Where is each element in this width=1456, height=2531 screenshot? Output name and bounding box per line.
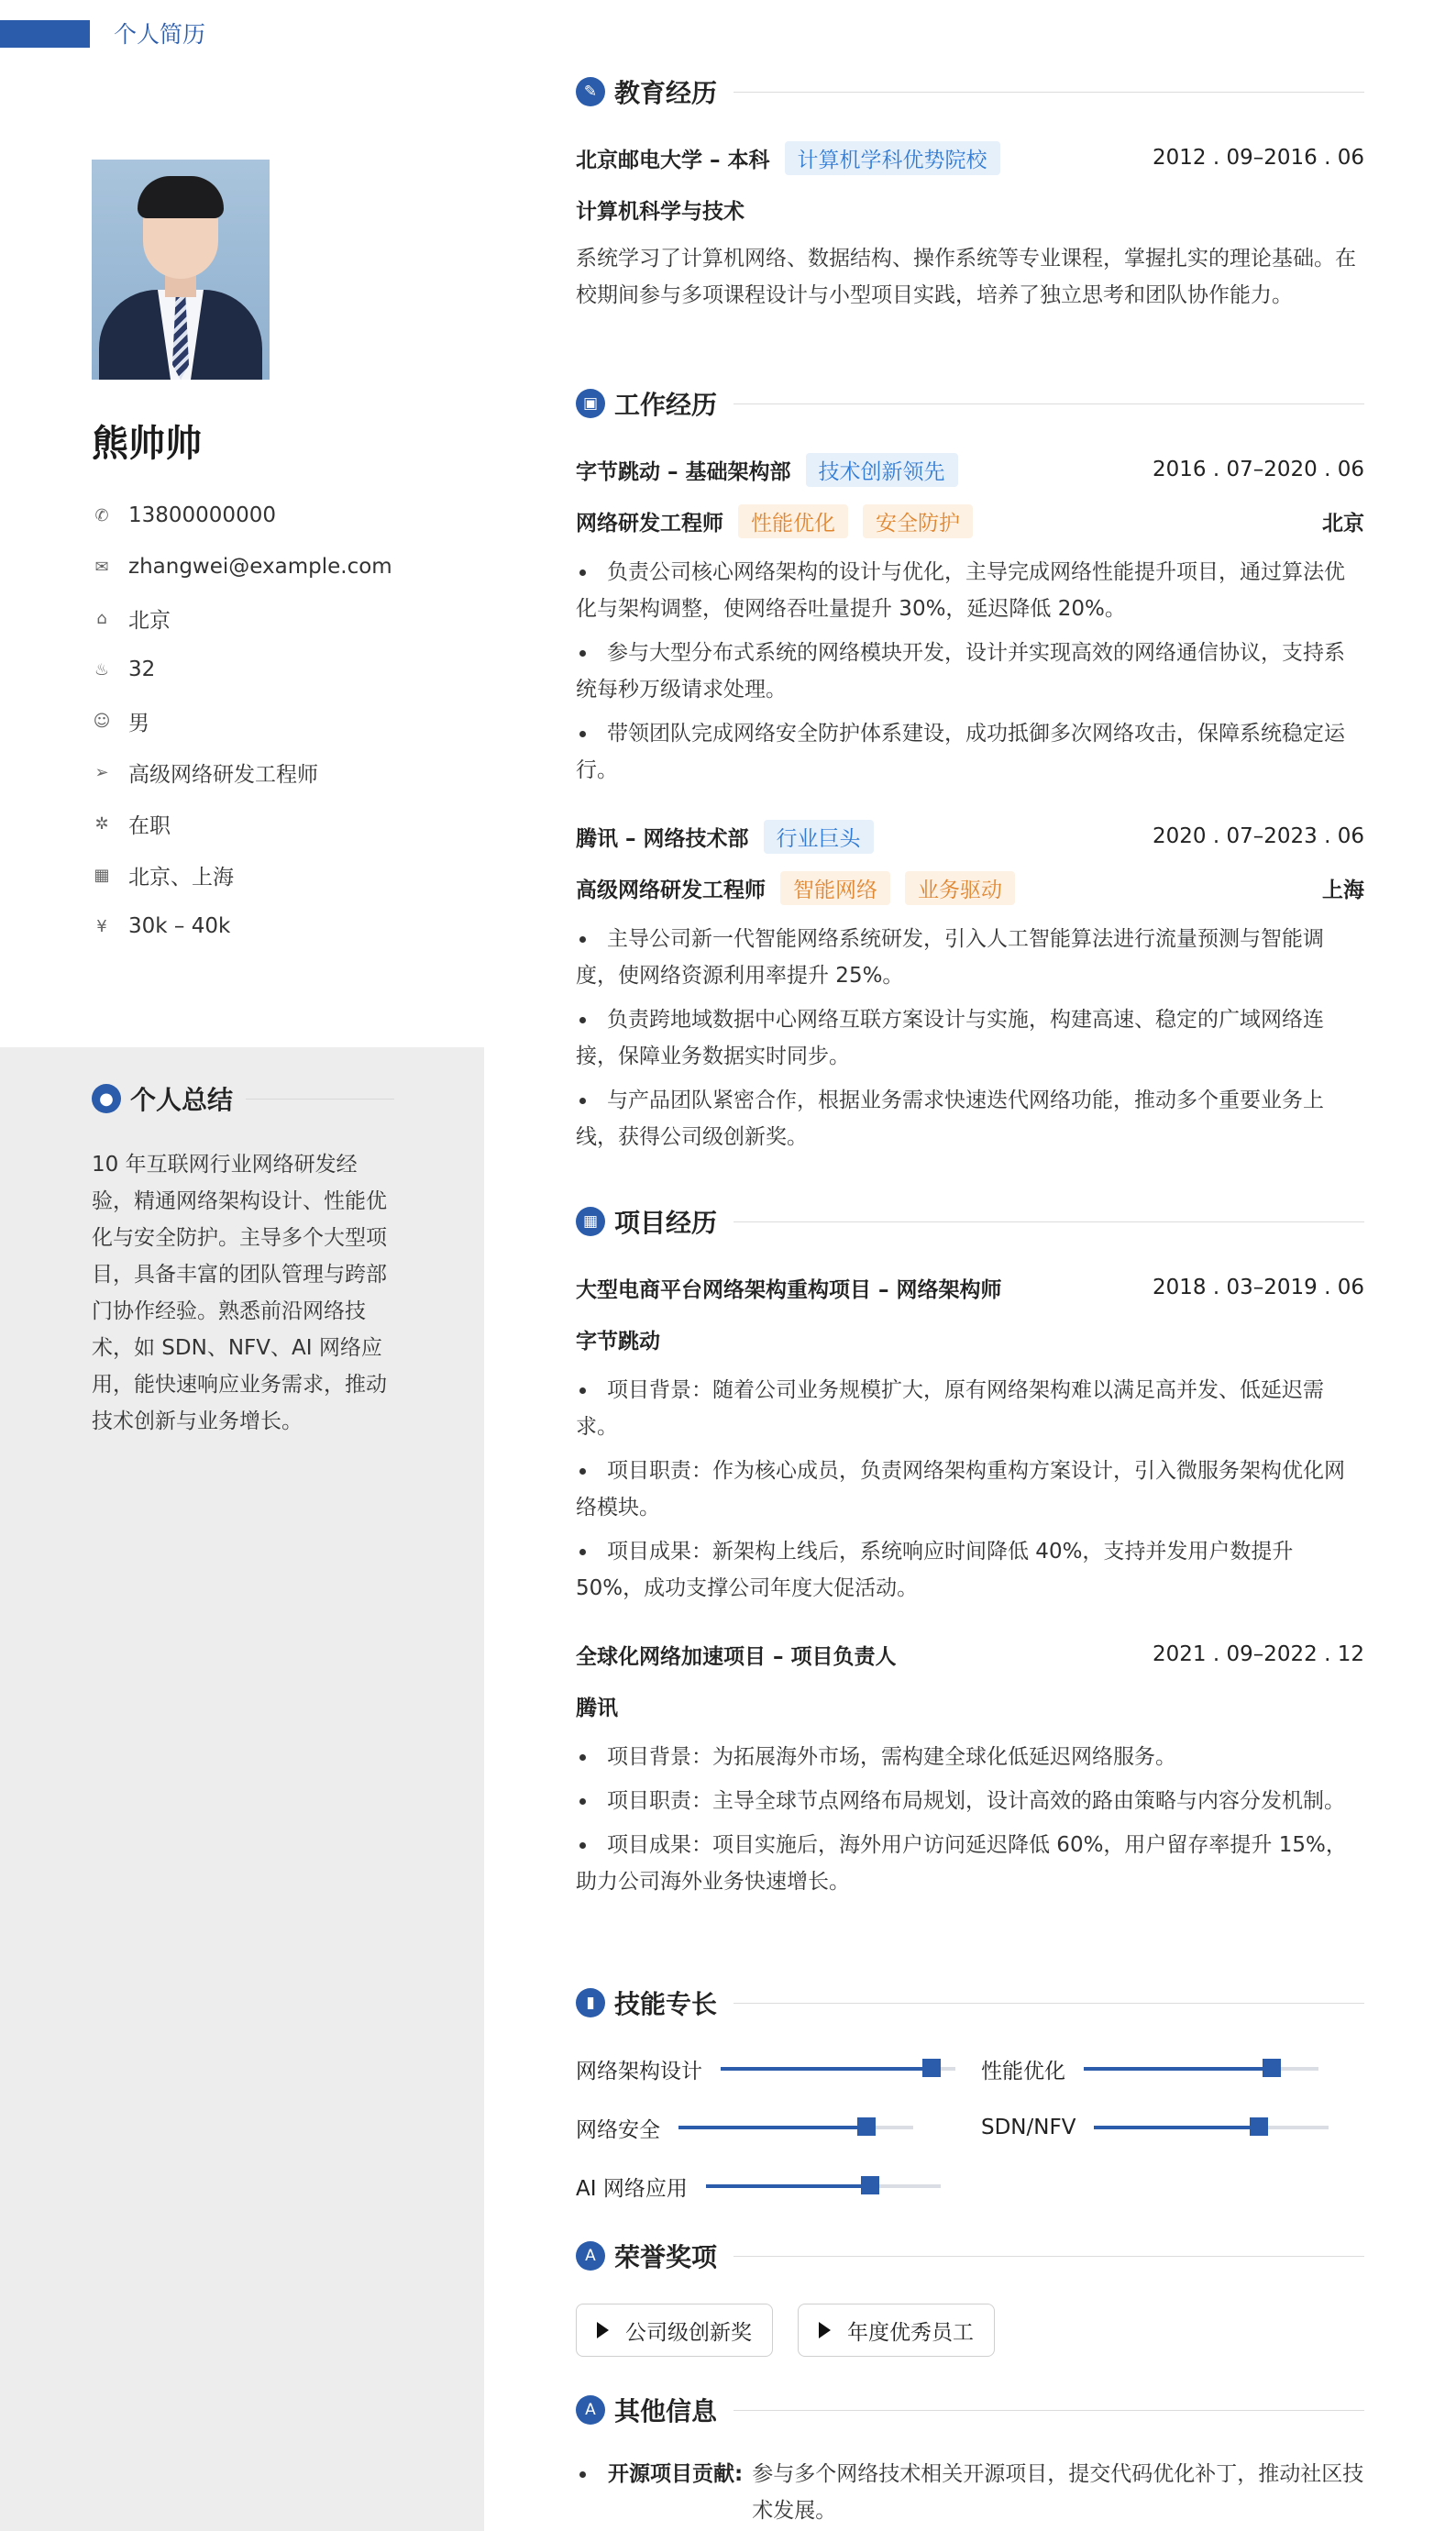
info-email: ✉ zhangwei@example.com bbox=[92, 541, 392, 592]
status-icon: ✲ bbox=[94, 813, 109, 834]
info-icon: A bbox=[576, 2395, 605, 2425]
project-name: 全球化网络加速项目 – 项目负责人 bbox=[576, 1644, 897, 1669]
project-date: 2021 . 09–2022 . 12 bbox=[1153, 1642, 1364, 1666]
send-icon: ➢ bbox=[94, 762, 109, 782]
job-role: 高级网络研发工程师 bbox=[576, 878, 766, 902]
info-target-city: ▦ 北京、上海 bbox=[92, 849, 392, 901]
education-description: 系统学习了计算机网络、数据结构、操作系统等专业课程，掌握扎实的理论基础。在校期间参与多项课程设计与小型项目实践，培养了独立思考和团队协作能力。 bbox=[576, 247, 1356, 307]
divider bbox=[246, 1099, 394, 1100]
info-salary: ¥ 30k – 40k bbox=[92, 901, 392, 952]
awards-heading: A 荣誉奖项 bbox=[576, 2238, 1364, 2274]
info-city: ⌂ 北京 bbox=[92, 592, 392, 644]
briefcase-icon: ▣ bbox=[576, 389, 605, 418]
divider bbox=[734, 2256, 1364, 2257]
skills-heading: ▮ 技能专长 bbox=[576, 1984, 1364, 2021]
list-item: 项目职责：主导全球节点网络布局规划，设计高效的路由策略与内容分发机制。 bbox=[576, 1783, 1364, 1819]
skill-track bbox=[678, 2126, 913, 2129]
page-title: 个人简历 bbox=[114, 21, 206, 48]
education-heading: ✎ 教育经历 bbox=[576, 73, 1364, 110]
profile-photo bbox=[92, 160, 270, 380]
job-role: 网络研发工程师 bbox=[576, 511, 723, 536]
job-bullets bbox=[576, 921, 1364, 1163]
list-item: 主导公司新一代智能网络系统研发，引入人工智能算法进行流量预测与智能调度，使网络资源利用率提升 25%。 bbox=[576, 921, 1364, 994]
skill-label: AI 网络应用 bbox=[576, 2176, 688, 2201]
list-item: 项目背景：随着公司业务规模扩大，原有网络架构难以满足高并发、低延迟需求。 bbox=[576, 1372, 1364, 1445]
skill-level-marker bbox=[861, 2176, 879, 2194]
header-accent-bar bbox=[0, 20, 90, 48]
education-date: 2012 . 09–2016 . 06 bbox=[1153, 146, 1364, 170]
project-company-row bbox=[576, 1687, 1364, 1724]
job-location: 北京 bbox=[1322, 511, 1364, 536]
divider bbox=[734, 403, 1364, 404]
user-icon: ● bbox=[92, 1084, 121, 1113]
skill-level-marker bbox=[1250, 2117, 1268, 2136]
major: 计算机科学与技术 bbox=[576, 199, 745, 224]
divider bbox=[734, 1221, 1364, 1222]
skill-level-marker bbox=[1263, 2059, 1281, 2077]
divider bbox=[734, 2410, 1364, 2411]
school-name: 北京邮电大学 – 本科 bbox=[576, 148, 770, 172]
job-bullets bbox=[576, 554, 1364, 796]
project-date: 2018 . 03–2019 . 06 bbox=[1153, 1276, 1364, 1299]
list-item: 项目职责：作为核心成员，负责网络架构重构方案设计，引入微服务架构优化网络模块。 bbox=[576, 1453, 1364, 1526]
list-item: 项目成果：新架构上线后，系统响应时间降低 40%，支持并发用户数提升 50%，成功支撑公司年度大促活动。 bbox=[576, 1533, 1364, 1607]
mail-icon: ✉ bbox=[94, 557, 109, 577]
info-phone: ✆ 13800000000 bbox=[92, 490, 392, 541]
skill-bar bbox=[576, 2050, 955, 2087]
other-key: 开源项目贡献: bbox=[608, 2462, 744, 2486]
award-chip: 公司级创新奖 bbox=[576, 2304, 773, 2357]
other-item bbox=[576, 2456, 1364, 2529]
skill-tag: 性能优化 bbox=[738, 504, 848, 538]
education-row bbox=[576, 139, 1364, 176]
summary-text: 10 年互联网行业网络研发经验，精通网络架构设计、性能优化与安全防护。主导多个大型项目，具备丰富的团队管理与跨部门协作经验。熟悉前沿网络技术，如 SDN、NFV、AI 网络应用，能快速响应业务需求，推动技术创新与业务增长。 bbox=[92, 1153, 387, 1433]
major-row bbox=[576, 191, 1364, 227]
skill-tag: 业务驱动 bbox=[905, 871, 1015, 905]
skill-label: 性能优化 bbox=[981, 2059, 1065, 2083]
grid-icon: ▦ bbox=[576, 1207, 605, 1236]
list-item: 负责公司核心网络架构的设计与优化，主导完成网络性能提升项目，通过算法优化与架构调整，使网络吞吐量提升 30%，延迟降低 20%。 bbox=[576, 554, 1364, 627]
building-icon: ▦ bbox=[94, 865, 110, 885]
list-item: 与产品团队紧密合作，根据业务需求快速迭代网络功能，推动多个重要业务上线，获得公司级创新奖。 bbox=[576, 1082, 1364, 1155]
skill-track bbox=[1094, 2126, 1329, 2129]
job-role-row bbox=[576, 869, 1364, 906]
profile-name: 熊帅帅 bbox=[92, 423, 202, 465]
skill-level-marker bbox=[922, 2059, 941, 2077]
award-icon: A bbox=[576, 2241, 605, 2271]
play-icon bbox=[819, 2322, 831, 2338]
graduation-cap-icon: ✎ bbox=[576, 77, 605, 106]
project-company: 腾讯 bbox=[576, 1696, 618, 1720]
project-bullets bbox=[576, 1372, 1364, 1614]
yen-icon: ¥ bbox=[96, 916, 107, 936]
skill-tag: 智能网络 bbox=[780, 871, 890, 905]
list-item: 参与大型分布式系统的网络模块开发，设计并实现高效的网络通信协议，支持系统每秒万级请求处理。 bbox=[576, 635, 1364, 708]
company-tag: 技术创新领先 bbox=[806, 453, 958, 487]
chart-icon: ▮ bbox=[576, 1988, 605, 2017]
list-item: 带领团队完成网络安全防护体系建设，成功抵御多次网络攻击，保障系统稳定运行。 bbox=[576, 715, 1364, 789]
contact-info-list bbox=[92, 490, 392, 952]
skill-track bbox=[721, 2067, 955, 2071]
play-icon bbox=[597, 2322, 609, 2338]
project-row bbox=[576, 1636, 1364, 1673]
skill-bar bbox=[576, 2109, 913, 2146]
job-company: 腾讯 – 网络技术部 bbox=[576, 826, 749, 851]
info-gender: ☺ 男 bbox=[93, 711, 149, 735]
home-icon: ⌂ bbox=[96, 608, 107, 628]
other-value: 参与多个网络技术相关开源项目，提交代码优化补丁，推动社区技术发展。 bbox=[752, 2462, 1364, 2523]
divider bbox=[734, 92, 1364, 93]
skill-bar bbox=[576, 2168, 941, 2205]
skill-bar bbox=[981, 2109, 1329, 2146]
project-name: 大型电商平台网络架构重构项目 – 网络架构师 bbox=[576, 1277, 1002, 1302]
job-location: 上海 bbox=[1322, 878, 1364, 902]
skill-level-marker bbox=[857, 2117, 876, 2136]
job-date: 2016 . 07–2020 . 06 bbox=[1153, 458, 1364, 481]
job-role-row bbox=[576, 503, 1364, 539]
list-item: 项目成果：项目实施后，海外用户访问延迟降低 60%，用户留存率提升 15%，助力公司海外业务快速增长。 bbox=[576, 1827, 1364, 1900]
skill-label: 网络安全 bbox=[576, 2117, 660, 2142]
skill-track bbox=[706, 2184, 941, 2188]
school-tag: 计算机学科优势院校 bbox=[785, 141, 1000, 175]
list-item: 项目背景：为拓展海外市场，需构建全球化低延迟网络服务。 bbox=[576, 1739, 1364, 1775]
gender-icon: ☺ bbox=[93, 711, 111, 731]
job-date: 2020 . 07–2023 . 06 bbox=[1153, 824, 1364, 848]
skill-track bbox=[1084, 2067, 1318, 2071]
company-tag: 行业巨头 bbox=[764, 820, 874, 854]
list-item: 负责跨地域数据中心网络互联方案设计与实施，构建高速、稳定的广域网络连接，保障业务数据实时同步。 bbox=[576, 1001, 1364, 1075]
projects-heading: ▦ 项目经历 bbox=[576, 1203, 1364, 1240]
project-bullets bbox=[576, 1739, 1364, 1907]
summary-heading: ● 个人总结 bbox=[92, 1080, 394, 1117]
job-row bbox=[576, 451, 1364, 488]
divider bbox=[734, 2003, 1364, 2004]
award-chip: 年度优秀员工 bbox=[798, 2304, 995, 2357]
cake-icon: ♨ bbox=[94, 659, 110, 680]
skill-tag: 安全防护 bbox=[863, 504, 973, 538]
work-heading: ▣ 工作经历 bbox=[576, 385, 1364, 422]
project-row bbox=[576, 1269, 1364, 1306]
skill-bar bbox=[981, 2050, 1318, 2087]
job-company: 字节跳动 – 基础架构部 bbox=[576, 459, 791, 484]
phone-icon: ✆ bbox=[94, 505, 109, 525]
job-row bbox=[576, 818, 1364, 855]
skill-label: 网络架构设计 bbox=[576, 2059, 702, 2083]
project-company: 字节跳动 bbox=[576, 1329, 660, 1354]
project-company-row bbox=[576, 1321, 1364, 1357]
info-position: ➢ 高级网络研发工程师 bbox=[92, 746, 392, 798]
info-age: ♨ 32 bbox=[92, 644, 392, 695]
skill-label: SDN/NFV bbox=[981, 2116, 1076, 2139]
other-heading: A 其他信息 bbox=[576, 2392, 1364, 2428]
info-status: ✲ 在职 bbox=[92, 798, 392, 849]
